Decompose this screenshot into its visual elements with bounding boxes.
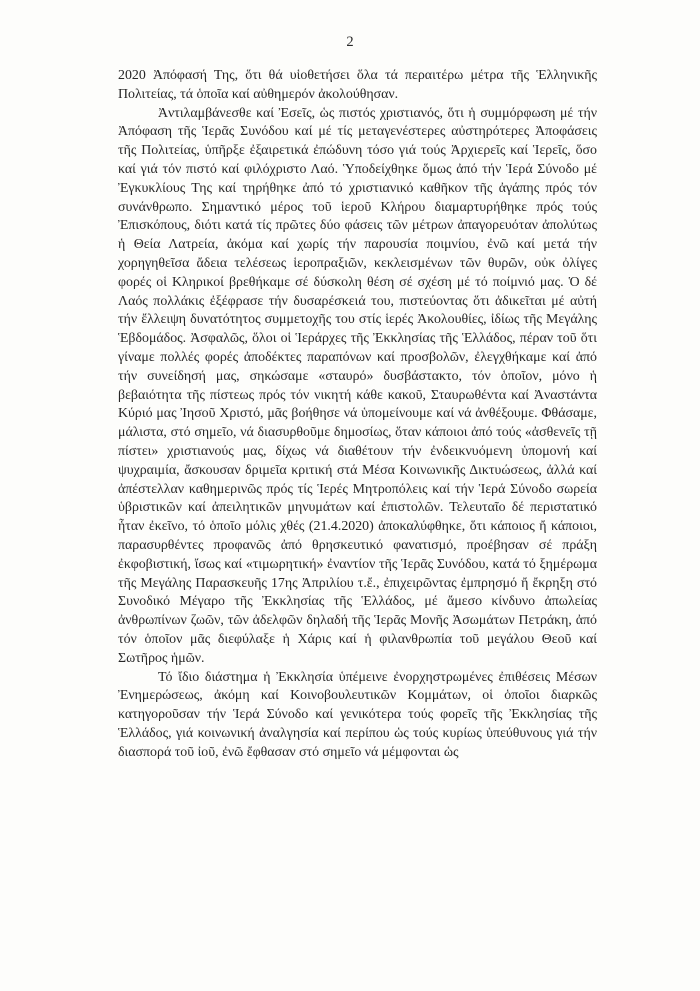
letter-body <box>118 67 597 762</box>
paragraph-conformity: Ἀντιλαμβάνεσθε καί Ἐσεῖς, ὡς πιστός χριστιανός, ὅτι ἡ συμμόρφωση μέ τήν Ἀπόφαση τῆς Ἱερᾶς Συνόδου καί μέ τίς μεταγενέστερες αὐστηρότερες Ἀποφάσεις τῆς Πολιτείας, ὑπῆρξε ἐξαιρετικά ἐπώδυνη τόσο γιά τούς Ἀρχιερεῖς καί Ἱερεῖς, ὅσο καί γιά τόν πιστό καί φιλόχριστο Λαό. Ὑποδείχθηκε ὅμως ἀπό τήν Ἱερά Σύνοδο μέ Ἐγκυκλίους Της καί τηρήθηκε ἀπό τό χριστιανικό καθῆκον τῆς ἀγάπης πρός τόν συνάνθρωπο. Σημαντικό μέρος τοῦ ἱεροῦ Κλήρου διαμαρτυρήθηκε πρός τούς Ἐπισκόπους, διότι κατά τίς πρῶτες δύο φάσεις τῶν μέτρων ἀπαγορευόταν ἀπολύτως ἡ Θεία Λατρεία, ἀκόμα καί χωρίς τήν παρουσία ποιμνίου, ἐνῶ καί μετά τήν χορηγηθεῖσα ἄδεια τελέσεως ἱεροπραξιῶν, κεκλεισμένων τῶν θυρῶν, οὐκ ὀλίγες φορές οἱ Κληρικοί βρεθήκαμε σέ δύσκολη θέση σέ σχέση μέ τό ποίμνιό μας. Ὁ δέ Λαός πολλάκις ἐξέφρασε τήν δυσαρέσκειά του, πιστεύοντας ὅτι ἀδικεῖται μέ αὐτή τήν ἔλλειψη δυνατότητος συμμετοχῆς του στίς ἱερές Ἀκολουθίες, ἰδίως τῆς Μεγάλης Ἑβδομάδος. Ἀσφαλῶς, ὅλοι οἱ Ἱεράρχες τῆς Ἐκκλησίας τῆς Ἑλλάδος, πέραν τοῦ ὅτι γίναμε πολλές φορές ἀποδέκτες παραπόνων καί προσβολῶν, ἐλεγχθήκαμε καί ἀπό τήν συνείδησή μας, σηκώσαμε «σταυρό» δυσβάστακτο, τόν ὁποῖον, μόνο ἡ βεβαιότητα τῆς πίστεως πρός τόν νικητή κάθε κακοῦ, Σταυρωθέντα καί Ἀναστάντα Κύριό μας Ἰησοῦ Χριστό, μᾶς βοήθησε νά ὑπομείνουμε καί νά ἀνθέξουμε. Φθάσαμε, μάλιστα, στό σημεῖο, νά διασυρθοῦμε δημοσίως, ὅταν κάποιοι ἀπό τούς «ἀσθενεῖς τῇ πίστει» χριστιανούς μας, δίχως νά διαθέτουν τήν ἐνδεικνυόμενη ὑπομονή καί ψυχραιμία, ἄσκουσαν δριμεῖα κριτική στά Μέσα Κοινωνικῆς Δικτυώσεως, ἀλλά καί ἀπέστελλαν καθημερινῶς πρός τίς Ἱερές Μητροπόλεις καί τήν Ἱερά Σύνοδο σωρεία ὑβριστικῶν καί ἀπειλητικῶν μηνυμάτων καί ἐπιστολῶν. Τελευταῖο δέ περιστατικό ἦταν ἐκεῖνο, τό ὁποῖο μόλις χθές (21.4.2020) ἀποκαλύφθηκε, ὅτι κάποιος ἤ κάποιοι, παρασυρθέντες προφανῶς ἀπό θρησκευτικό φανατισμό, προέβησαν σέ πράξη ἐκφοβιστική, ἴσως καί «τιμωρητική» ἐναντίον τῆς Ἱερᾶς Συνόδου, κατά τό ξημέρωμα τῆς Μεγάλης Παρασκευῆς 17ης Ἀπριλίου τ.ἔ., ἐπιχειρῶντας ἐμπρησμό ἤ ἔκρηξη στό Συνοδικό Μέγαρο τῆς Ἐκκλησίας τῆς Ἑλλάδος, μέ ἄμεσο κίνδυνο ἀπωλείας ἀνθρωπίνων ζωῶν, τῶν ἀδελφῶν δηλαδή τῆς Ἱερᾶς Μονῆς Ἀσωμάτων Πετράκη, ἀπό τόν ὁποῖον μᾶς διεφύλαξε ἡ Χάρις καί ἡ φιλανθρωπία τοῦ μεγάλου Θεοῦ καί Σωτῆρος ἡμῶν. <box>118 105 597 666</box>
page-number: 2 <box>346 34 354 50</box>
paragraph-continuation: 2020 Ἀπόφασή Της, ὅτι θά υἱοθετήσει ὅλα τά περαιτέρω μέτρα τῆς Ἑλληνικῆς Πολιτείας, τά ὁποῖα καί αὐθημερόν ἀκολούθησαν. <box>118 68 597 102</box>
paragraph-media-attacks: Τό ἴδιο διάστημα ἡ Ἐκκλησία ὑπέμεινε ἐνορχηστρωμένες ἐπιθέσεις Μέσων Ἐνημερώσεως, ἀκόμη καί Κοινοβουλευτικῶν Κομμάτων, οἱ ὁποῖοι διαρκῶς κατηγοροῦσαν τήν Ἱερά Σύνοδο καί γενικότερα τούς φορεῖς τῆς Ἐκκλησίας τῆς Ἑλλάδος, γιά κοινωνική ἀναλγησία καί περίπου ὡς τούς κυρίως ὑπεύθυνους γιά τήν διασπορά τοῦ ἰοῦ, ἐνῶ ἔφθασαν στό σημεῖο νά μέμφονται ὡς <box>118 669 597 760</box>
